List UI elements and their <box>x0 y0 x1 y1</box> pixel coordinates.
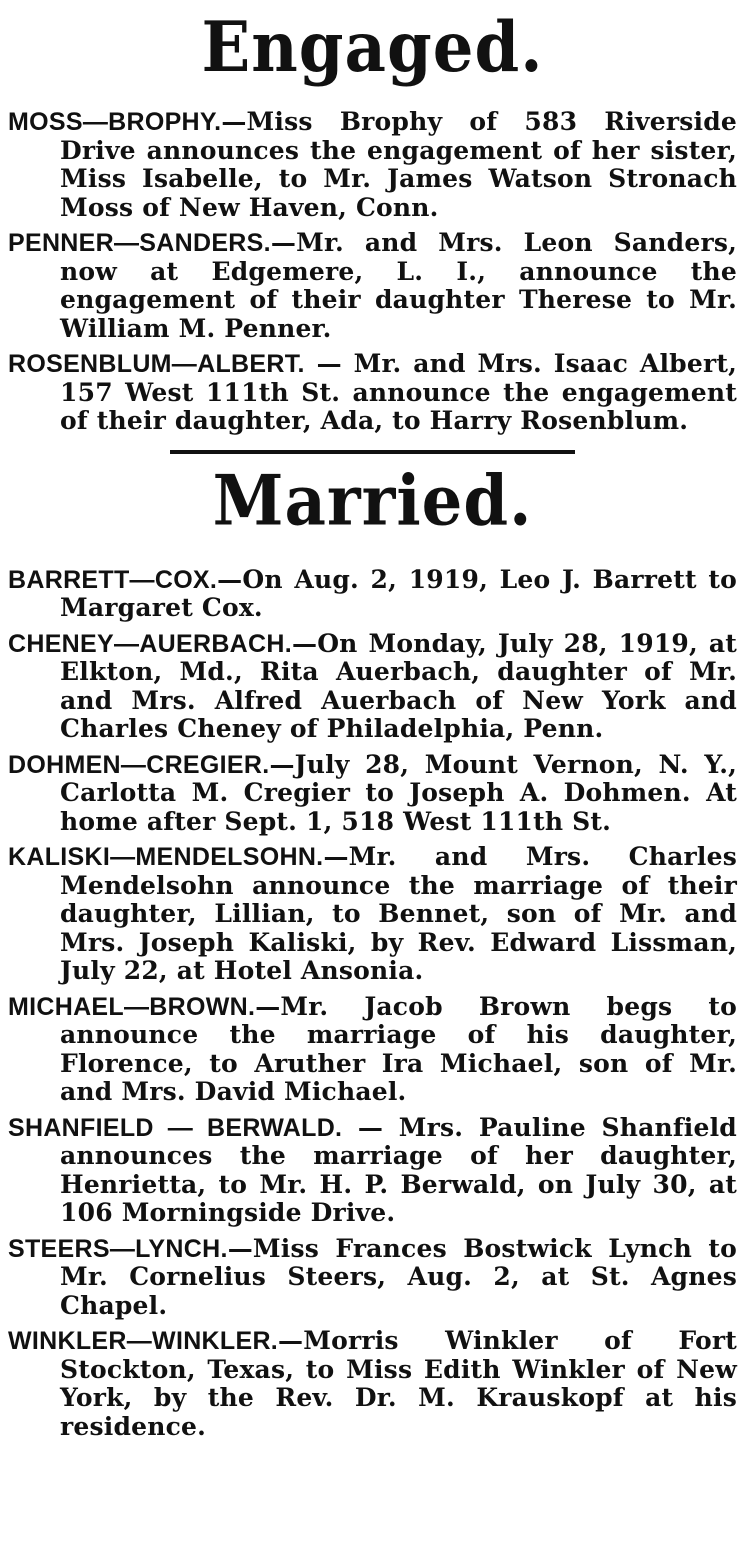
notice-text: —Mr. and Mrs. Charles Mendelsohn announce the marriage of their daughter, Lillian, to Bennet, son of Mr. and Mrs. Joseph Kaliski, by Rev. Edward Lissman, July 22, at Hotel Ansonia. <box>60 842 737 985</box>
notice-lead: DOHMEN—CREGIER. <box>8 750 270 779</box>
notice-text: — Mrs. Pauline Shanfield announces the marriage of her daughter, Henrietta, to Mr. H. P. Berwald, on July 30, at 106 Morningside Drive. <box>60 1112 737 1227</box>
notice-lead: MICHAEL—BROWN. <box>8 992 256 1021</box>
section-divider <box>170 450 575 454</box>
notice-lead: CHENEY—AUERBACH. <box>8 629 292 658</box>
notice-steers-lynch <box>8 1235 737 1321</box>
notice-barrett-cox <box>8 566 737 623</box>
engaged-heading: Engaged. <box>201 7 544 89</box>
notice-shanfield-berwald <box>8 1114 737 1228</box>
notice-moss-brophy <box>8 108 737 222</box>
notice-lead: ROSENBLUM—ALBERT. <box>8 350 305 378</box>
notice-kaliski-mendelsohn <box>8 843 737 986</box>
notice-lead: MOSS—BROPHY. <box>8 108 222 136</box>
notice-lead: STEERS—LYNCH. <box>8 1234 228 1263</box>
notice-rosenblum-albert <box>8 350 737 436</box>
notice-lead: BARRETT—COX. <box>8 565 218 594</box>
notice-text: —Miss Brophy of 583 Riverside Drive announces the engagement of her sister, Miss Isabelle, to Mr. James Watson Stronach Moss of New Haven, Conn. <box>60 107 737 222</box>
notice-text: —Morris Winkler of Fort Stockton, Texas, to Miss Edith Winkler of New York, by the Rev. Dr. M. Krauskopf at his residence. <box>60 1326 737 1441</box>
married-heading: Married. <box>212 460 533 542</box>
notice-lead: KALISKI—MENDELSOHN. <box>8 843 324 871</box>
notice-text: —On Monday, July 28, 1919, at Elkton, Md., Rita Auerbach, daughter of Mr. and Mrs. Alfred Auerbach of New York and Charles Cheney of Philadelphia, Penn. <box>60 628 737 743</box>
notice-text: —Mr. and Mrs. Leon Sanders, now at Edgemere, L. I., announce the engagement of their daughter Therese to Mr. William M. Penner. <box>60 228 737 343</box>
notice-text: —On Aug. 2, 1919, Leo J. Barrett to Margaret Cox. <box>60 564 737 622</box>
notice-text: —July 28, Mount Vernon, N. Y., Carlotta M. Cregier to Joseph A. Dohmen. At home after Sept. 1, 518 West 111th St. <box>60 749 737 836</box>
notice-lead: WINKLER—WINKLER. <box>8 1327 279 1355</box>
notice-cheney-auerbach <box>8 630 737 744</box>
engaged-section <box>8 108 737 436</box>
notice-text: —Miss Frances Bostwick Lynch to Mr. Cornelius Steers, Aug. 2, at St. Agnes Chapel. <box>60 1233 737 1320</box>
notice-text: — Mr. and Mrs. Isaac Albert, 157 West 111th St. announce the engagement of their daughter, Ada, to Harry Rosenblum. <box>60 349 737 435</box>
notice-winkler-winkler <box>8 1327 737 1441</box>
married-section <box>8 566 737 1442</box>
notice-text: —Mr. Jacob Brown begs to announce the marriage of his daughter, Florence, to Aruther Ira Michael, son of Mr. and Mrs. David Michael. <box>60 991 737 1106</box>
notice-dohmen-cregier <box>8 751 737 837</box>
notice-lead: SHANFIELD — BERWALD. <box>8 1113 343 1142</box>
notice-penner-sanders <box>8 229 737 343</box>
notice-lead: PENNER—SANDERS. <box>8 229 271 257</box>
notice-michael-brown <box>8 993 737 1107</box>
